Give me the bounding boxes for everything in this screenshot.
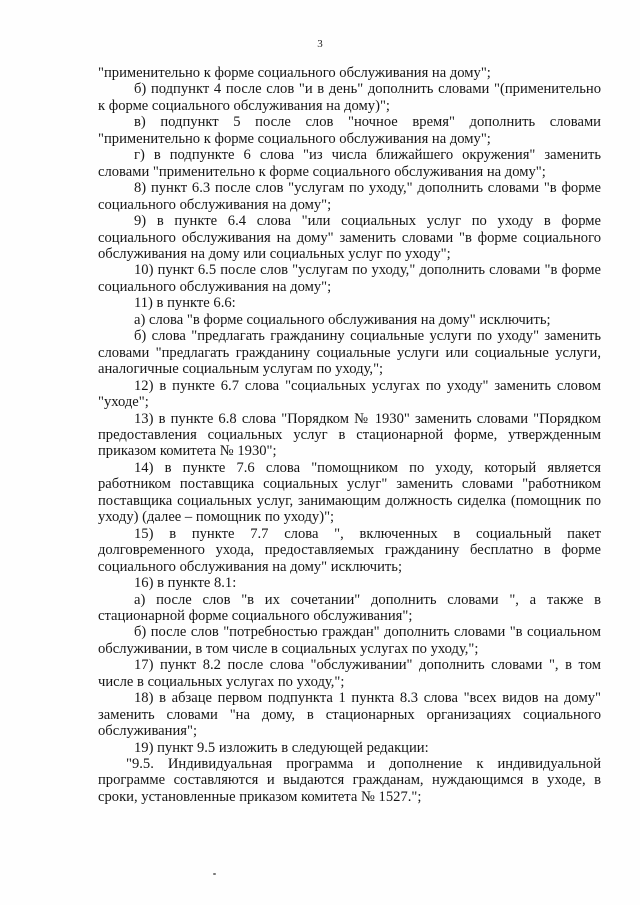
paragraph: г) в подпункте 6 слова "из числа ближайшего окружения" заменить словами "применительно к форме социального обслуживания на дому"; (98, 147, 601, 180)
scan-speck (213, 873, 216, 875)
paragraph: в) подпункт 5 после слов "ночное время" дополнить словами "применительно к форме социального обслуживания на дому"; (98, 114, 601, 147)
paragraph: б) слова "предлагать гражданину социальные услуги по уходу" заменить словами "предлагать гражданину социальные услуги или социальные услуги, аналогичные социальным услугам по уходу,"; (98, 328, 601, 378)
paragraph: б) подпункт 4 после слов "и в день" дополнить словами "(применительно к форме социального обслуживания на дому)"; (98, 81, 601, 114)
paragraph: 19) пункт 9.5 изложить в следующей редакции: (134, 739, 429, 756)
paragraph: 8) пункт 6.3 после слов "услугам по уходу," дополнить словами "в форме социального обслуживания на дому"; (98, 180, 601, 213)
paragraph: 17) пункт 8.2 после слова "обслуживании" дополнить словами ", в том числе в социальных услугах по уходу,"; (98, 657, 601, 690)
page-number: 3 (317, 38, 323, 50)
paragraph: "применительно к форме социального обслуживания на дому"; (98, 65, 491, 81)
paragraph: 11) в пункте 6.6: (134, 295, 236, 312)
quoted-paragraph: "9.5. Индивидуальная программа и дополнение к индивидуальной программе составляются и выдаются гражданам, нуждающимся в уходе, в сроки, установленные приказом комитета № 1527."; (98, 756, 601, 805)
document-body (98, 65, 601, 805)
paragraph: 12) в пункте 6.7 слова "социальных услугах по уходу" заменить словом "уходе"; (98, 377, 601, 411)
paragraph: а) после слов "в их сочетании" дополнить словами ", а также в стационарной форме социального обслуживания"; (98, 591, 601, 624)
paragraph: 18) в абзаце первом подпункта 1 пункта 8.3 слова "всех видов на дому" заменить словами "на дому, в стационарных организациях социального обслуживания"; (98, 690, 601, 740)
paragraph: 14) в пункте 7.6 слова "помощником по уходу, который является работником поставщика социальных услуг" заменить словами "работником поставщика социальных услуг, занимающим должность сиделка (помощник по уходу) (далее – помощник по уходу)"; (98, 459, 601, 526)
paragraph: 10) пункт 6.5 после слов "услугам по уходу," дополнить словами "в форме социального обслуживания на дому"; (98, 262, 601, 295)
paragraph: 15) в пункте 7.7 слова ", включенных в социальный пакет долговременного ухода, предоставляемых гражданину бесплатно в форме социального обслуживания на дому" исключить; (98, 525, 601, 575)
paragraph: 13) в пункте 6.8 слова "Порядком № 1930" заменить словами "Порядком предоставления социальных услуг в стационарной форме, утвержденным приказом комитета № 1930"; (98, 410, 601, 460)
paragraph: 16) в пункте 8.1: (134, 575, 237, 592)
paragraph: б) после слов "потребностью граждан" дополнить словами "в социальном обслуживании, в том числе в социальных услугах по уходу,"; (98, 624, 601, 657)
paragraph: 9) в пункте 6.4 слова "или социальных услуг по уходу в форме социального обслуживания на дому" заменить словами "в форме социального обслуживания на дому или социальных услуг по уходу"; (98, 213, 601, 262)
paragraph: а) слова "в форме социального обслуживания на дому" исключить; (134, 311, 551, 328)
